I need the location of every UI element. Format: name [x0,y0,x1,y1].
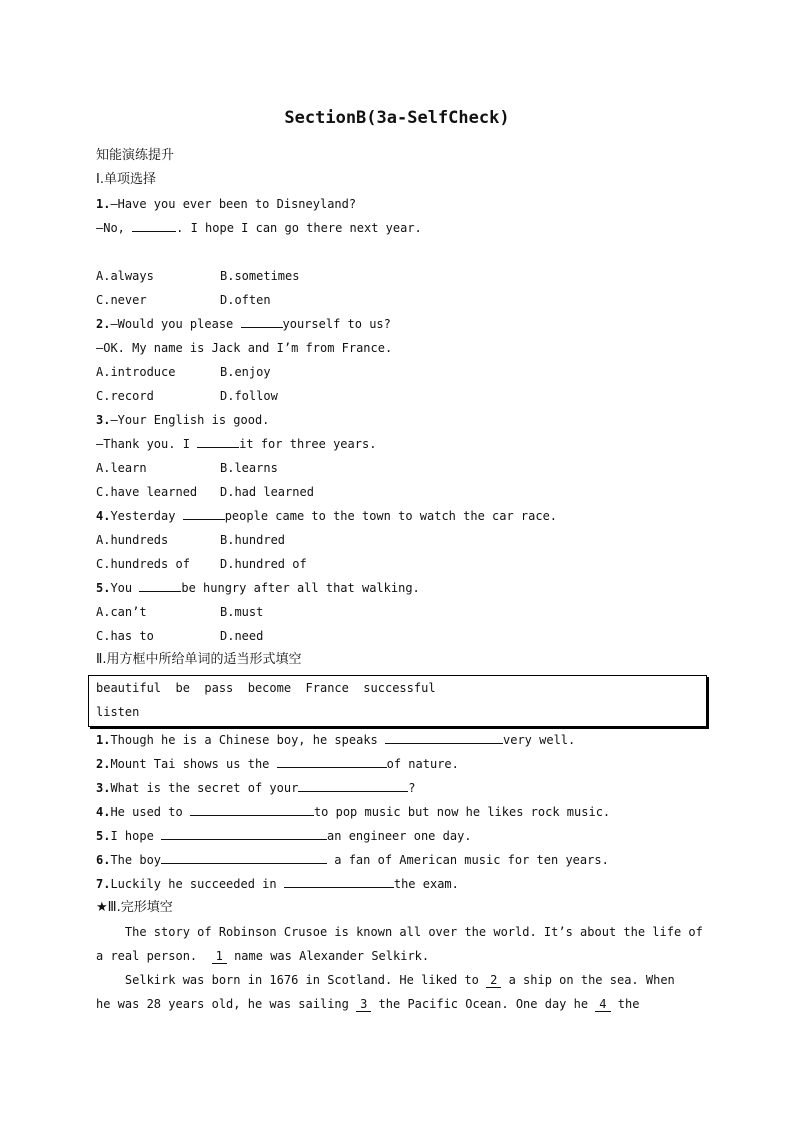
passage-text: name was Alexander Selkirk. [226,949,430,963]
q5-blank[interactable] [139,577,181,592]
passage-line-2 [96,944,429,968]
cloze-blank-4[interactable]: 4 [595,997,610,1012]
word-box-line2: listen [96,705,140,719]
q3-option-d[interactable]: D.had learned [220,485,314,499]
fill-blank-6[interactable] [161,849,327,864]
fill-item-text-b: a fan of American music for ten years. [327,853,609,867]
q2-option-b[interactable]: B.enjoy [220,365,271,379]
word-box-line1: beautiful be pass become France successful [96,681,436,695]
fill-item-2 [96,752,459,776]
fill-item-number: 4. [96,805,111,819]
q2-line1a: —Would you please [110,317,241,331]
q1-prompt [96,192,356,216]
passage-text: a ship on the sea. When [501,973,675,987]
fill-blank-2[interactable] [277,753,387,768]
fill-item-7 [96,872,459,896]
part1-heading: Ⅰ.单项选择 [96,172,156,187]
q3-line2b: it for three years. [239,437,377,451]
passage-text: the [610,997,640,1011]
q4-option-a[interactable]: A.hundreds [96,533,169,547]
q3-option-b[interactable]: B.learns [220,461,278,475]
passage-line-3 [96,968,675,992]
passage-text: a real person. [96,949,198,963]
q5-option-b[interactable]: B.must [220,605,264,619]
q3-response [96,432,376,456]
q4-number: 4. [96,509,111,523]
q3-number: 3. [96,413,111,427]
q2-option-d[interactable]: D.follow [220,389,278,403]
q1-line2a: —No, [96,221,133,235]
q4-blank[interactable] [183,505,225,520]
fill-item-text-b: very well. [503,733,576,747]
section-intro: 知能演练提升 [96,148,175,163]
fill-blank-7[interactable] [284,873,394,888]
q1-line2b: . I hope I can go there next year. [176,221,422,235]
fill-item-number: 3. [96,781,111,795]
fill-blank-5[interactable] [161,825,327,840]
q3-option-a[interactable]: A.learn [96,461,147,475]
passage-text: he was 28 years old, he was sailing [96,997,357,1011]
q1-number: 1. [96,197,111,211]
q1-option-c[interactable]: C.never [96,293,147,307]
q1-option-a[interactable]: A.always [96,269,154,283]
cloze-blank-2[interactable]: 2 [486,973,501,988]
fill-blank-1[interactable] [385,729,503,744]
fill-item-text-a: He used to [110,805,190,819]
q4-prompt [96,504,557,528]
q5-line1a: You [110,581,140,595]
q2-response: —OK. My name is Jack and I’m from France. [96,341,393,355]
q4-option-b[interactable]: B.hundred [220,533,286,547]
q5-option-a[interactable]: A.can’t [96,605,147,619]
fill-item-text-b: the exam. [393,877,459,891]
q2-option-a[interactable]: A.introduce [96,365,176,379]
fill-item-number: 6. [96,853,111,867]
fill-item-number: 5. [96,829,111,843]
q5-option-c[interactable]: C.has to [96,629,154,643]
fill-item-text-b: of nature. [386,757,459,771]
q1-response [96,216,422,240]
passage-line-4 [96,992,639,1016]
q1-option-d[interactable]: D.often [220,293,271,307]
q1-line1: —Have you ever been to Disneyland? [110,197,357,211]
q5-option-d[interactable]: D.need [220,629,264,643]
passage-text: Selkirk was born in 1676 in Scotland. He liked to [96,973,487,987]
fill-blank-4[interactable] [190,801,314,816]
q2-option-c[interactable]: C.record [96,389,154,403]
cloze-blank-1[interactable]: 1 [212,949,227,964]
passage-text: the Pacific Ocean. One day he [371,997,596,1011]
q5-prompt [96,576,420,600]
q5-line1b: be hungry after all that walking. [181,581,420,595]
fill-item-5 [96,824,472,848]
fill-item-text-b: ? [408,781,416,795]
q1-blank[interactable] [132,217,176,232]
cloze-blank-3[interactable]: 3 [356,997,371,1012]
q4-line1b: people came to the town to watch the car race. [224,509,558,523]
q2-blank[interactable] [241,313,283,328]
q2-prompt [96,312,391,336]
q3-blank[interactable] [197,433,239,448]
fill-item-text-a: I hope [110,829,162,843]
q3-option-c[interactable]: C.have learned [96,485,198,499]
passage-line-1: The story of Robinson Crusoe is known all over the world. It’s about the life of [96,925,703,939]
q4-option-c[interactable]: C.hundreds of [96,557,190,571]
q3-line1: —Your English is good. [110,413,270,427]
q1-option-b[interactable]: B.sometimes [220,269,300,283]
fill-item-number: 1. [96,733,111,747]
q4-option-d[interactable]: D.hundred of [220,557,307,571]
fill-item-number: 2. [96,757,111,771]
part3-heading: ★Ⅲ.完形填空 [96,900,173,915]
q2-number: 2. [96,317,111,331]
q5-number: 5. [96,581,111,595]
part2-heading: Ⅱ.用方框中所给单词的适当形式填空 [96,652,302,667]
q4-line1a: Yesterday [110,509,183,523]
fill-blank-3[interactable] [298,777,408,792]
fill-item-text-a: Mount Tai shows us the [110,757,277,771]
page-title: SectionB(3a-SelfCheck) [284,108,510,128]
fill-item-text-a: Luckily he succeeded in [110,877,284,891]
fill-item-1 [96,728,575,752]
fill-item-text-a: The boy [110,853,162,867]
fill-item-text-b: an engineer one day. [327,829,472,843]
fill-item-text-a: What is the secret of your [110,781,299,795]
fill-item-text-a: Though he is a Chinese boy, he speaks [110,733,385,747]
fill-item-number: 7. [96,877,111,891]
q2-line1b: yourself to us? [282,317,391,331]
fill-item-text-b: to pop music but now he likes rock music. [313,805,611,819]
fill-item-6 [96,848,609,872]
q3-prompt [96,408,269,432]
fill-item-4 [96,800,610,824]
q3-line2a: —Thank you. I [96,437,198,451]
fill-item-3 [96,776,416,800]
